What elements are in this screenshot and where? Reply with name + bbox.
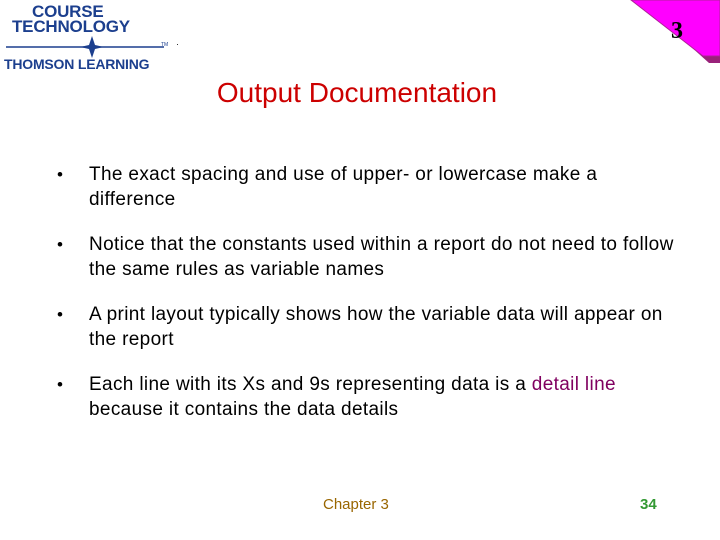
bullet-item <box>56 232 676 282</box>
detail-line-term: detail line <box>531 374 616 395</box>
bullet-list <box>56 162 676 442</box>
footer-page-number: 34 <box>640 496 657 513</box>
logo-starburst-rule-icon <box>4 36 174 58</box>
bullet-dot-icon: • <box>57 305 64 324</box>
logo-technology-text: TECHNOLOGY <box>12 17 130 36</box>
chapter-badge <box>629 0 720 63</box>
logo-thomson-learning-text: THOMSON LEARNING <box>4 56 150 72</box>
bullet-item <box>56 162 676 212</box>
decorative-dot <box>177 44 178 45</box>
bullet-text <box>89 372 676 422</box>
footer-chapter-label: Chapter 3 <box>323 496 389 513</box>
logo-trademark: TM <box>161 42 169 48</box>
bullet-item <box>56 302 676 352</box>
bullet-dot-icon: • <box>57 375 64 394</box>
slide-title-text: Output Documentation <box>216 77 498 108</box>
bullet-text: A print layout typically shows how the variable data will appear on the report <box>89 304 663 350</box>
bullet-dot-icon: • <box>57 165 64 184</box>
badge-chapter-number: 3 <box>671 18 683 44</box>
bullet-item <box>56 372 676 422</box>
bullet-dot-icon: • <box>57 235 64 254</box>
bullet-text-after: because it contains the data details <box>89 399 399 420</box>
logo-course-text: COURSE <box>32 2 104 21</box>
bullet-text-before: Each line with its Xs and 9s representing data is a <box>89 374 532 395</box>
bullet-text: Notice that the constants used within a report do not need to follow the same rules as variable names <box>89 234 674 280</box>
course-technology-logo <box>4 2 174 74</box>
slide-title <box>0 77 720 109</box>
bullet-text: The exact spacing and use of upper- or lowercase make a difference <box>89 164 598 210</box>
